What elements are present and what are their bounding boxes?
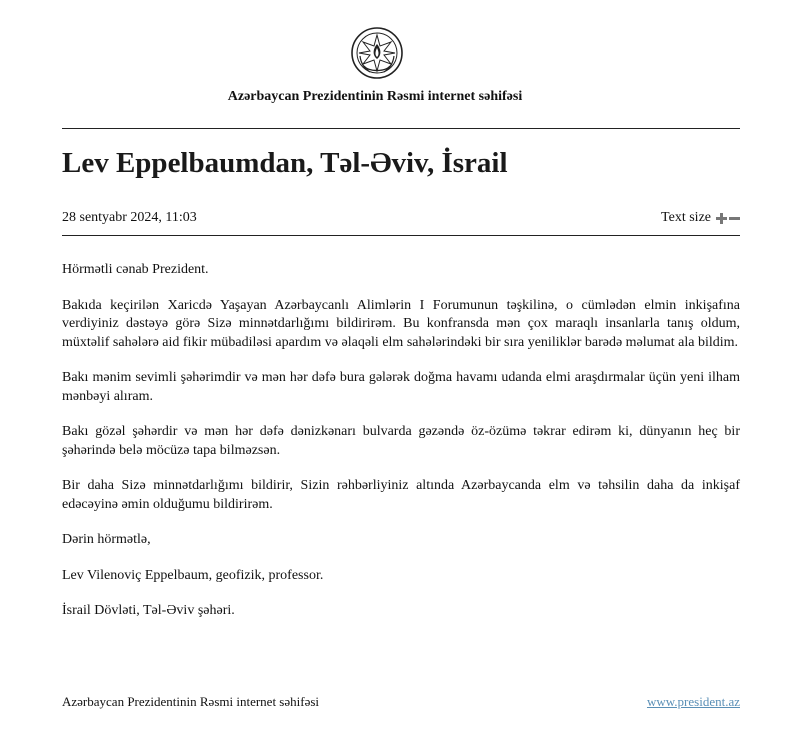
paragraph: Bir daha Sizə minnətdarlığımı bildirir, Sizin rəhbərliyiniz altında Azərbaycanda elm və təhsilin daha da inkişaf edəcəyinə əmin olduğumu bildirirəm. — [62, 478, 740, 512]
footer-site-title: Azərbaycan Prezidentinin Rəsmi internet səhifəsi — [62, 694, 320, 709]
paragraph-greeting: Hörmətli cənab Prezident. — [62, 262, 209, 277]
plus-icon[interactable] — [716, 213, 727, 224]
text-size-label: Text size — [661, 210, 711, 225]
text-size-control — [661, 208, 740, 228]
azerbaijan-state-emblem-icon — [350, 26, 404, 80]
paragraph-closing: Dərin hörmətlə, — [62, 532, 151, 547]
paragraph: Bakı gözəl şəhərdir və mən hər dəfə dənizkənarı bulvarda gəzəndə öz-özümə təkrar edirəm ki, dünyanın heç bir şəhərində belə möcüzə tapa bilməzsən. — [62, 424, 740, 458]
article-meta — [62, 208, 740, 228]
minus-icon[interactable] — [729, 213, 740, 224]
paragraph-signature: Lev Vilenoviç Eppelbaum, geofizik, professor. — [62, 567, 324, 583]
article-body — [62, 261, 740, 638]
site-title: Azərbaycan Prezidentinin Rəsmi internet səhifəsi — [227, 89, 523, 104]
article-title: Lev Eppelbaumdan, Təl-Əviv, İsrail — [62, 147, 508, 179]
footer-link-president-az[interactable]: www.president.az — [646, 694, 740, 709]
meta-divider — [62, 235, 740, 236]
paragraph-location: İsrail Dövləti, Təl-Əviv şəhəri. — [62, 603, 235, 618]
paragraph: Bakı mənim sevimli şəhərimdir və mən hər dəfə bura gələrək doğma havamı udanda elmi araşdırmalar üçün yeni ilham mənbəyi alıram. — [62, 370, 740, 404]
header-divider — [62, 128, 740, 129]
paragraph: Bakıda keçirilən Xaricdə Yaşayan Azərbaycanlı Alimlərin I Forumunun təşkilinə, o cümlədən elmin inkişafına verdiyiniz dəstəyə görə Sizə minnətdarlığımı bildirirəm. Bu konfransda mən çox maraqlı insanlarla tanış oldum, müxtəlif sahələrə aid fikir mübadiləsi apardım və əlaqəli elm sahələrindəki bir sıra yeniliklər barədə məlumat ala bildim. — [62, 297, 740, 350]
article-date: 28 sentyabr 2024, 11:03 — [62, 210, 197, 225]
